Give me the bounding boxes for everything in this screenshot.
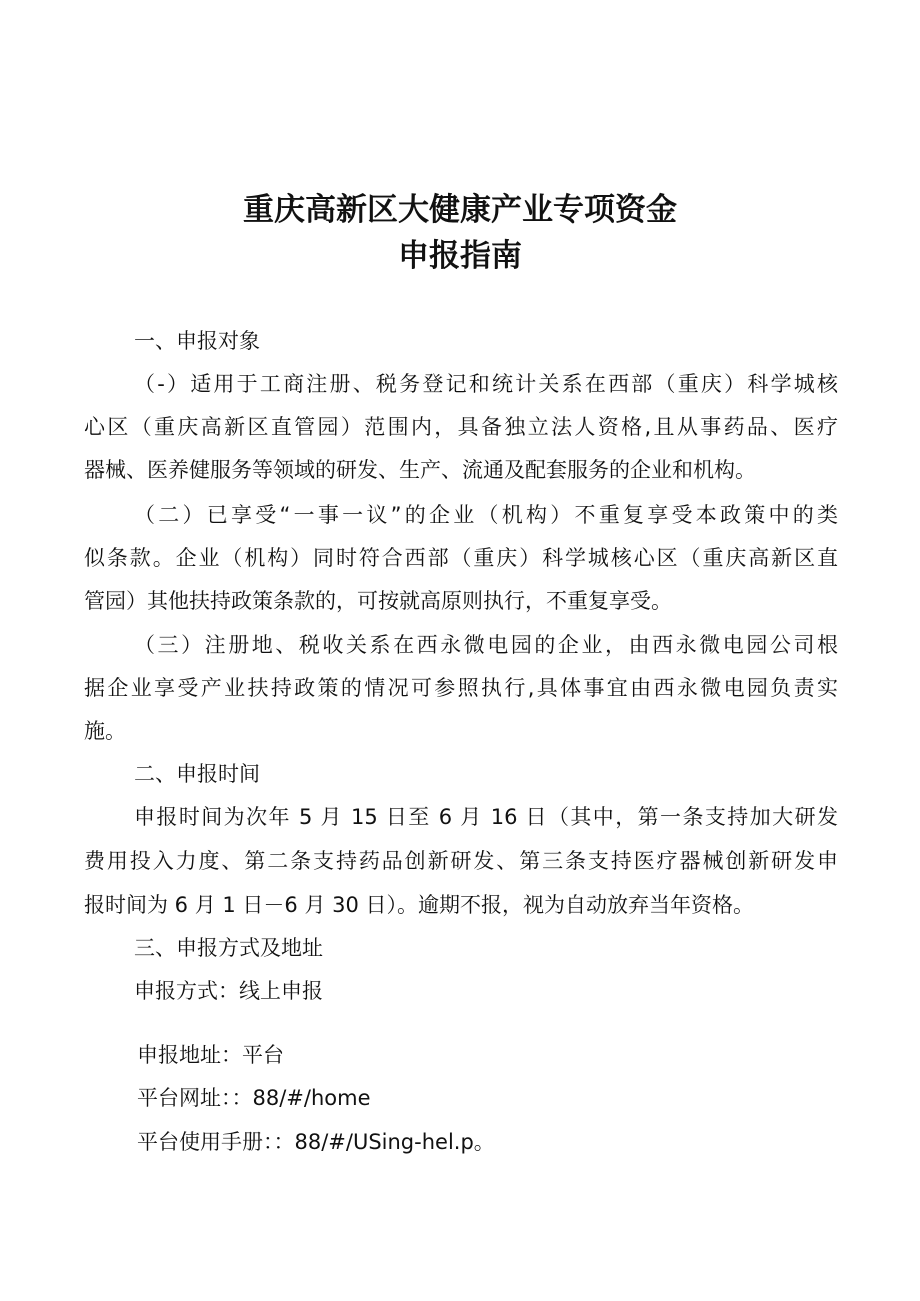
section3-heading: 三、申报方式及地址 [134,936,323,960]
section1-para1-line1: （-）适用于工商注册、税务登记和统计关系在西部（重庆）科学城核 [134,372,838,396]
section1-para3-line3: 施。 [84,719,126,743]
section2-para-line3: 报时间为 6 月 1 日－6 月 30 日）。逾期不报，视为自动放弃当年资格。 [84,893,755,917]
section1-para2-line3: 管园）其他扶持政策条款的，可按就高原则执行，不重复享受。 [84,589,672,613]
section1-heading: 一、申报对象 [134,329,260,353]
section1-para3-line2: 据企业享受产业扶持政策的情况可参照执行,具体事宜由西永微电园负责实 [84,676,838,700]
section2-para-line2: 费用投入力度、第二条支持药品创新研发、第三条支持医疗器械创新研发申 [84,849,838,873]
section1-para3-line1: （三）注册地、税收关系在西永微电园的企业，由西永微电园公司根 [134,633,838,657]
section1-para1-line2: 心区（重庆高新区直管园）范围内，具备独立法人资格,且从事药品、医疗 [84,415,838,439]
section2-para-line1: 申报时间为次年 5 月 15 日至 6 月 16 日（其中，第一条支持加大研发 [134,805,838,829]
section1-para2-line2: 似条款。企业（机构）同时符合西部（重庆）科学城核心区（重庆高新区直 [84,546,838,570]
document-title-line2: 申报指南 [398,238,522,274]
section1-para2-line1: （二）已享受“一事一议”的企业（机构）不重复享受本政策中的类 [134,503,838,527]
apply-address: 申报地址：平台 [137,1043,284,1067]
section1-para1-line3: 器械、医养健服务等领域的研发、生产、流通及配套服务的企业和机构。 [84,458,756,482]
platform-url: 平台网址：：88/#/home [137,1086,371,1110]
section2-heading: 二、申报时间 [134,762,260,786]
document-title-line1: 重庆高新区大健康产业专项资金 [243,192,677,228]
apply-method: 申报方式：线上申报 [134,979,323,1003]
platform-manual: 平台使用手册：：88/#/USing-hel.p。 [137,1130,495,1154]
